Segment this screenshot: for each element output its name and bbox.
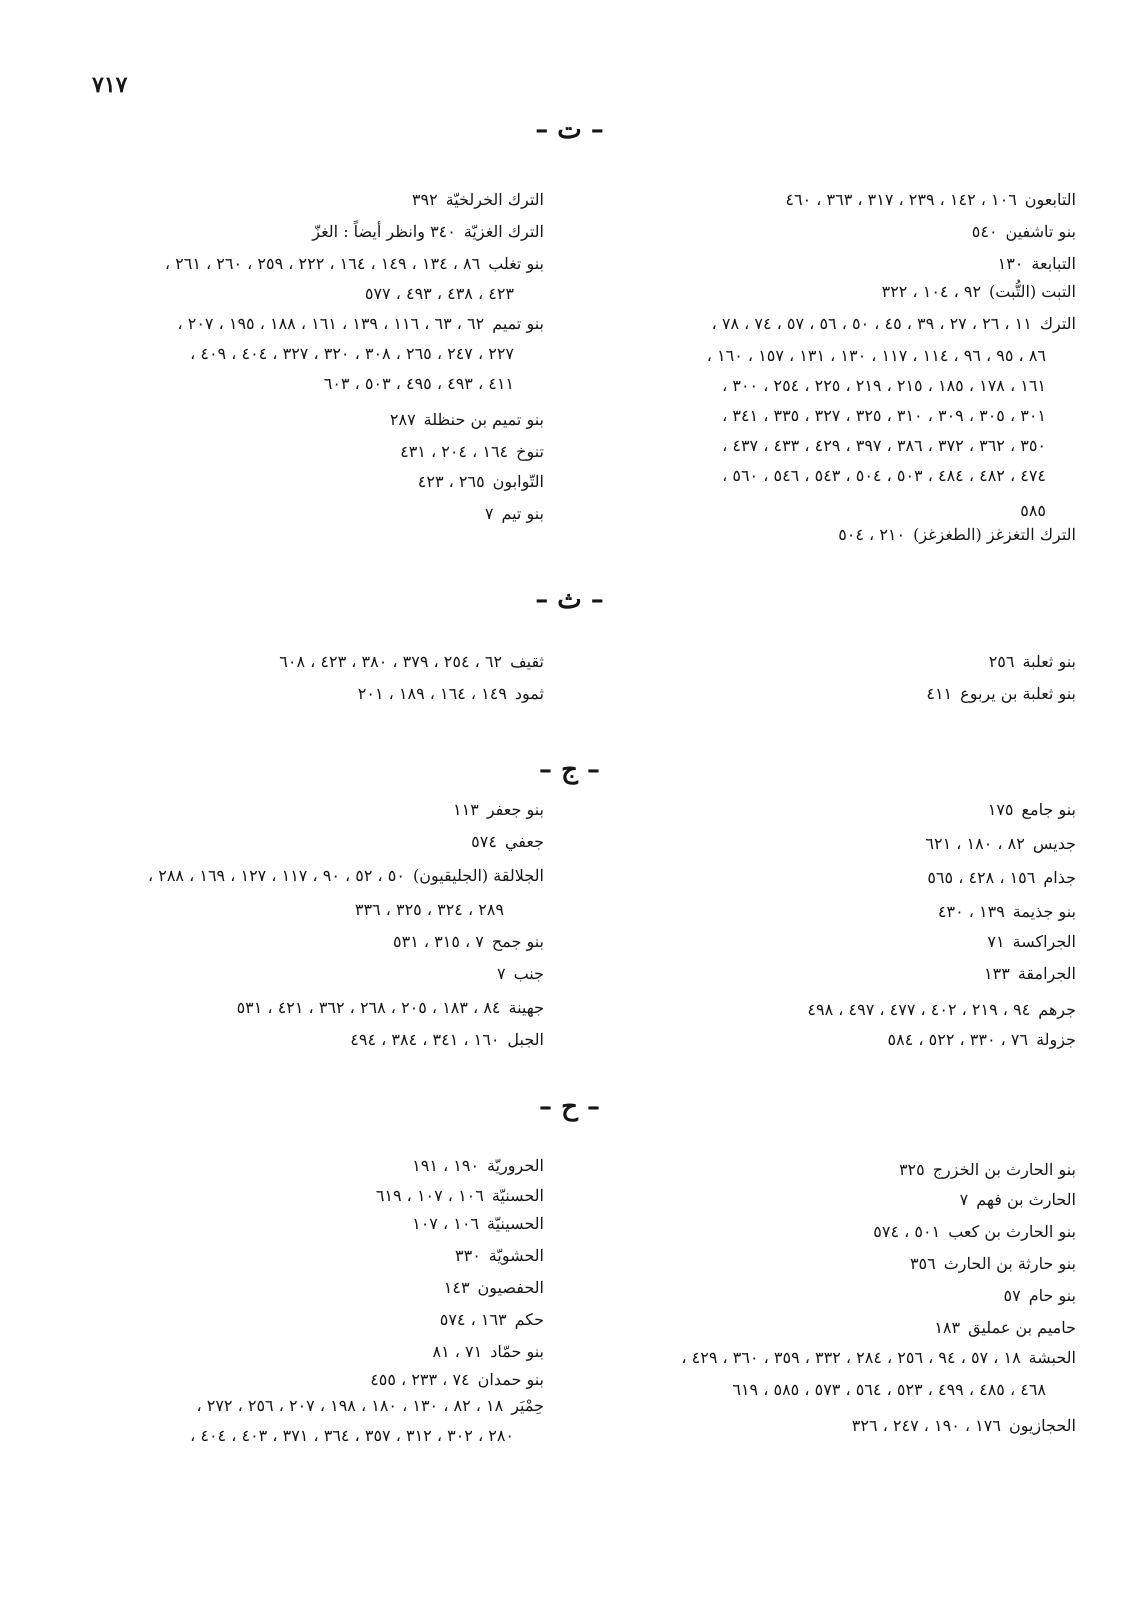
entry-page-refs: ١٦٤ ، ٢٠٤ ، ٤٣١ [400, 442, 509, 461]
entry-name: جنب [513, 964, 544, 983]
index-entry [312, 222, 544, 242]
index-entry [807, 1000, 1076, 1020]
entry-page-refs: ٧١ [987, 932, 1005, 951]
index-entry [998, 254, 1076, 274]
index-entry-continuation: ٤٦٨ ، ٤٨٥ ، ٤٩٩ ، ٥٢٣ ، ٥٦٤ ، ٥٧٣ ، ٥٨٥ ، ٦١٩ [732, 1380, 1046, 1399]
index-entry-continuation: ٢٨٩ ، ٣٢٤ ، ٣٢٥ ، ٣٣٦ [354, 900, 504, 919]
entry-page-refs: ٩٢ ، ١٠٤ ، ٣٢٢ [881, 282, 982, 301]
entry-name: جهينة [508, 998, 544, 1017]
entry-name: الحبشة [1028, 1348, 1076, 1367]
index-entry [370, 1370, 544, 1390]
index-entry-continuation: ٣٠١ ، ٣٠٥ ، ٣٠٩ ، ٣١٠ ، ٣٢٥ ، ٣٢٧ ، ٣٣٥ ، ٣٤١ ، [722, 406, 1046, 425]
index-entry [350, 1030, 544, 1050]
index-entry [899, 1160, 1076, 1180]
entry-page-refs: ٦٢ ، ٢٥٤ ، ٣٧٩ ، ٣٨٠ ، ٤٢٣ ، ٦٠٨ [279, 652, 503, 671]
entry-name: بنو تميم [492, 314, 544, 333]
entry-name: بنو الحارث بن الخزرج [932, 1160, 1076, 1179]
entry-name: الحسنيّة [491, 1186, 544, 1205]
entry-name: بنو جذيمة [1012, 902, 1076, 921]
entry-name: الجبل [507, 1030, 544, 1049]
entry-page-refs: ٨٦ ، ١٣٤ ، ١٤٩ ، ١٦٤ ، ٢٢٢ ، ٢٥٩ ، ٢٦٠ ، ٢٦١ ، [164, 254, 481, 273]
index-entry [984, 964, 1076, 984]
index-entry [440, 1310, 544, 1330]
entry-page-refs: ٨٢ ، ١٨٠ ، ٦٢١ [925, 834, 1025, 853]
entry-page-refs: ١٨ ، ٨٢ ، ١٣٠ ، ١٨٠ ، ١٩٨ ، ٢٠٧ ، ٢٥٦ ، ٢٧٢ ، [196, 1396, 504, 1415]
index-entry [455, 1246, 544, 1266]
entry-page-refs: ١٠٦ ، ١٠٧ ، ٦١٩ [375, 1186, 484, 1205]
index-entry [393, 932, 544, 952]
index-entry-continuation: ٢٨٠ ، ٣٠٢ ، ٣١٢ ، ٣٥٧ ، ٣٦٤ ، ٣٧١ ، ٤٠٣ ، ٤٠٤ ، [190, 1426, 514, 1445]
entry-name: الحفصيون [477, 1278, 544, 1297]
entry-name: بنو تيم [501, 504, 544, 523]
entry-name: الجلالقة (الجليقيون) [412, 866, 544, 885]
entry-page-refs: ١٠٦ ، ١٠٧ [412, 1214, 480, 1233]
entry-page-refs: ٣٣٠ [455, 1246, 481, 1265]
entry-page-refs: ٨٤ ، ١٨٣ ، ٢٠٥ ، ٢٦٨ ، ٣٦٢ ، ٤٢١ ، ٥٣١ [236, 998, 501, 1017]
entry-name: الحجازيون [1008, 1416, 1076, 1435]
entry-page-refs: ٧٤ ، ٢٣٣ ، ٤٥٥ [370, 1370, 470, 1389]
entry-page-refs: ١١٣ [453, 800, 479, 819]
entry-page-refs: ٢٨٧ [389, 410, 416, 429]
entry-name: جذام [1043, 868, 1076, 887]
entry-name: الحارث بن فهم [976, 1190, 1076, 1209]
index-entry [237, 998, 544, 1018]
entry-name: حكم [514, 1310, 544, 1329]
index-entry [177, 314, 544, 334]
index-entry [852, 1416, 1076, 1436]
entry-name: الترك الغزيّة [463, 222, 544, 241]
index-entry [925, 834, 1076, 854]
entry-page-refs: ٧ [959, 1190, 969, 1209]
index-entry [989, 652, 1076, 672]
entry-page-refs: ٣٩٢ [411, 190, 438, 209]
index-entry [196, 1396, 544, 1416]
entry-name: بنو حام [1028, 1286, 1076, 1305]
entry-page-refs: ١٦٣ ، ٥٧٤ [439, 1310, 507, 1329]
entry-page-refs: ٥٠١ ، ٥٧٤ [873, 1222, 941, 1241]
entry-page-refs: ٢٦٥ ، ٤٢٣ [417, 472, 485, 491]
entry-page-refs: ٧٦ ، ٣٣٠ ، ٥٢٢ ، ٥٨٤ [887, 1030, 1029, 1049]
entry-page-refs: ١٨٣ [934, 1318, 961, 1337]
entry-page-refs: ٣٥٦ [909, 1254, 936, 1273]
index-entry [279, 652, 544, 672]
entry-page-refs: ١٧٥ [987, 800, 1014, 819]
section-letter-jim: – ج – [539, 755, 600, 785]
entry-name: تنوخ [516, 442, 544, 461]
entry-page-refs: ١٠٦ ، ١٤٢ ، ٢٣٩ ، ٣١٧ ، ٣٦٣ ، ٤٦٠ [785, 190, 1017, 209]
entry-page-refs: ٧١ ، ٨١ [432, 1342, 483, 1361]
entry-page-refs: ٣٤٠ وانظر أيضاً : الغزّ [312, 222, 456, 241]
index-entry [785, 190, 1076, 210]
index-entry [926, 684, 1076, 704]
entry-name: بنو حمدان [477, 1370, 544, 1389]
index-entry-continuation: ١٦١ ، ١٧٨ ، ١٨٥ ، ٢١٥ ، ٢١٩ ، ٢٢٥ ، ٢٥٤ ، ٣٠٠ ، [722, 376, 1046, 395]
index-entry [873, 1222, 1076, 1242]
entry-name: الجراكسة [1012, 932, 1076, 951]
entry-name: بنو حارثة بن الحارث [943, 1254, 1076, 1273]
entry-page-refs: ٣٢٥ [898, 1160, 925, 1179]
entry-page-refs: ٥٤٠ [971, 222, 998, 241]
entry-name: الحشويّة [488, 1246, 544, 1265]
index-entry [988, 800, 1076, 820]
index-entry-continuation: ٨٦ ، ٩٥ ، ٩٦ ، ١١٤ ، ١١٧ ، ١٣٠ ، ١٣١ ، ١٥٧ ، ١٦٠ ، [706, 346, 1046, 365]
entry-page-refs: ٥٧ [1003, 1286, 1021, 1305]
index-entry [972, 222, 1076, 242]
entry-name: جعفي [504, 832, 544, 851]
entry-name: الحسينيّة [487, 1214, 544, 1233]
entry-name: الترك [1039, 314, 1076, 333]
index-entry [444, 1278, 544, 1298]
entry-page-refs: ١٧٦ ، ١٩٠ ، ٢٤٧ ، ٣٢٦ [851, 1416, 1001, 1435]
entry-page-refs: ١٤٩ ، ١٦٤ ، ١٨٩ ، ٢٠١ [357, 684, 507, 703]
index-entry [960, 1190, 1076, 1210]
entry-name: الترك الخرلخيّة [445, 190, 544, 209]
index-entry-continuation: ٥٨٥ [1020, 501, 1046, 520]
index-entry-continuation: ٤٢٣ ، ٤٣٨ ، ٤٩٣ ، ٥٧٧ [364, 284, 514, 303]
section-letter-ha: – ح – [539, 1092, 600, 1122]
index-entry [888, 1030, 1076, 1050]
entry-page-refs: ٢١٠ ، ٥٠٤ [838, 525, 906, 544]
entry-page-refs: ١٦٠ ، ٣٤١ ، ٣٨٤ ، ٤٩٤ [350, 1030, 500, 1049]
entry-page-refs: ٦٢ ، ٦٣ ، ١١٦ ، ١٣٩ ، ١٦١ ، ١٨٨ ، ١٩٥ ، ٢٠٧ ، [177, 314, 485, 333]
entry-page-refs: ١٣٩ ، ٤٣٠ [937, 902, 1005, 921]
entry-page-refs: ٧ ، ٣١٥ ، ٥٣١ [393, 932, 484, 951]
entry-name: حِمْيَر [511, 1396, 544, 1415]
index-entry [412, 1156, 544, 1176]
index-entry [165, 254, 544, 274]
index-entry [882, 282, 1076, 302]
entry-page-refs: ١١ ، ٢٦ ، ٢٧ ، ٣٩ ، ٤٥ ، ٥٠ ، ٥٦ ، ٥٧ ، ٧٤ ، ٧٨ ، [711, 314, 1032, 333]
entry-name: ثقيف [510, 652, 544, 671]
entry-page-refs: ٥٧٤ [471, 832, 497, 851]
index-entry [418, 472, 544, 492]
entry-name: الترك التغزغز (الطغزغز) [913, 525, 1076, 544]
index-entry [987, 932, 1076, 952]
section-letter-ta: – ت – [535, 115, 604, 145]
entry-name: بنو تميم بن حنظلة [423, 410, 544, 429]
index-entry [376, 1186, 544, 1206]
entry-name: التابعون [1024, 190, 1076, 209]
entry-name: بنو جامع [1021, 800, 1076, 819]
entry-name: بنو حمّاد [490, 1342, 544, 1361]
section-letter-tha: – ث – [535, 585, 604, 615]
entry-page-refs: ٤١١ [926, 684, 953, 703]
index-entry [390, 410, 544, 430]
entry-name: جرهم [1038, 1000, 1076, 1019]
entry-name: بنو الحارث بن كعب [948, 1222, 1076, 1241]
entry-page-refs: ٧ [484, 504, 494, 523]
index-entry [412, 190, 544, 210]
index-entry [927, 868, 1076, 888]
entry-name: الجرامقة [1017, 964, 1076, 983]
index-entry [838, 525, 1076, 545]
entry-page-refs: ١٣٠ [997, 254, 1024, 273]
index-entry [938, 902, 1076, 922]
index-entry-continuation: ٤١١ ، ٤٩٣ ، ٤٩٥ ، ٥٠٣ ، ٦٠٣ [323, 374, 514, 393]
entry-name: بنو تغلب [488, 254, 544, 273]
index-entry [148, 866, 544, 886]
entry-name: بنو جعفر [486, 800, 544, 819]
index-entry-continuation: ٤٧٤ ، ٤٨٢ ، ٤٨٤ ، ٥٠٣ ، ٥٠٤ ، ٥٤٣ ، ٥٤٦ ، ٥٦٠ ، [722, 466, 1046, 485]
index-entry [471, 832, 544, 852]
entry-page-refs: ١٩٠ ، ١٩١ [412, 1156, 480, 1175]
entry-name: بنو ثعلبة بن يربوع [960, 684, 1076, 703]
index-entry [497, 964, 544, 984]
entry-page-refs: ١٨ ، ٥٧ ، ٩٤ ، ٢٥٦ ، ٢٨٤ ، ٣٣٢ ، ٣٥٩ ، ٣٦٠ ، ٤٢٩ ، [681, 1348, 1021, 1367]
entry-name: التّوابون [492, 472, 544, 491]
entry-name: الحروريّة [487, 1156, 544, 1175]
entry-name: جزولة [1036, 1030, 1076, 1049]
index-entry [400, 442, 544, 462]
index-entry [934, 1318, 1076, 1338]
page-number: ٧١٧ [92, 72, 128, 98]
index-entry [358, 684, 544, 704]
entry-name: جديس [1032, 834, 1076, 853]
index-entry-continuation: ٢٢٧ ، ٢٤٧ ، ٢٦٥ ، ٣٠٨ ، ٣٢٠ ، ٣٢٧ ، ٤٠٤ ، ٤٠٩ ، [190, 344, 514, 363]
entry-page-refs: ١٤٣ [443, 1278, 470, 1297]
index-entry [910, 1254, 1076, 1274]
entry-name: بنو ثعلبة [1022, 652, 1076, 671]
index-entry [681, 1348, 1076, 1368]
index-entry [485, 504, 544, 524]
index-entry [433, 1342, 545, 1362]
index-entry [712, 314, 1076, 334]
entry-name: بنو تاشفين [1005, 222, 1076, 241]
index-entry [1004, 1286, 1077, 1306]
entry-page-refs: ٧ [496, 964, 506, 983]
entry-name: التبابعة [1031, 254, 1076, 273]
entry-name: حاميم بن عمليق [968, 1318, 1076, 1337]
entry-page-refs: ١٥٦ ، ٤٢٨ ، ٥٦٥ [927, 868, 1036, 887]
entry-page-refs: ١٣٣ [984, 964, 1010, 983]
index-entry [412, 1214, 544, 1234]
entry-page-refs: ٥٠ ، ٥٢ ، ٩٠ ، ١١٧ ، ١٢٧ ، ١٦٩ ، ٢٨٨ ، [147, 866, 405, 885]
index-entry-continuation: ٣٥٠ ، ٣٦٢ ، ٣٧٢ ، ٣٨٦ ، ٣٩٧ ، ٤٢٩ ، ٤٣٣ ، ٤٣٧ ، [722, 436, 1046, 455]
entry-name: التبت (التُّبت) [989, 282, 1076, 301]
entry-page-refs: ٩٤ ، ٢١٩ ، ٤٠٢ ، ٤٧٧ ، ٤٩٧ ، ٤٩٨ [807, 1000, 1031, 1019]
entry-name: ثمود [514, 684, 544, 703]
index-entry [453, 800, 544, 820]
entry-name: بنو جمح [491, 932, 544, 951]
entry-page-refs: ٢٥٦ [988, 652, 1015, 671]
